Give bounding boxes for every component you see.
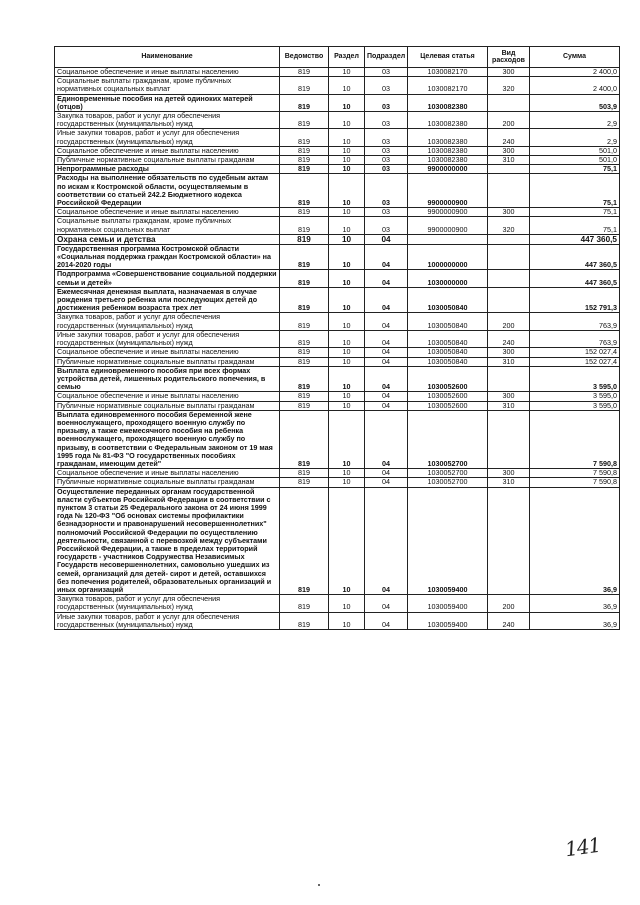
table-row — [55, 357, 620, 366]
cell-vid: 320 — [488, 217, 530, 234]
cell-sum: 75,1 — [530, 174, 620, 208]
cell-st: 1030082380 — [408, 156, 488, 165]
cell-pod: 03 — [365, 94, 408, 111]
cell-pod: 04 — [365, 469, 408, 478]
cell-sum: 36,9 — [530, 612, 620, 629]
cell-raz: 10 — [329, 487, 365, 595]
table-row — [55, 165, 620, 174]
cell-ved: 819 — [280, 174, 329, 208]
cell-ved: 819 — [280, 469, 329, 478]
table-row — [55, 612, 620, 629]
cell-vid: 310 — [488, 357, 530, 366]
cell-name: Социальное обеспечение и иные выплаты населению — [55, 392, 280, 401]
table-row — [55, 487, 620, 595]
cell-sum: 75,1 — [530, 208, 620, 217]
cell-sum: 447 360,5 — [530, 270, 620, 287]
cell-vid: 310 — [488, 401, 530, 410]
cell-pod: 04 — [365, 401, 408, 410]
cell-ved: 819 — [280, 77, 329, 94]
table-row — [55, 270, 620, 287]
cell-st: 1030052600 — [408, 392, 488, 401]
cell-sum: 36,9 — [530, 487, 620, 595]
cell-raz: 10 — [329, 174, 365, 208]
cell-sum: 3 595,0 — [530, 392, 620, 401]
cell-pod: 04 — [365, 487, 408, 595]
cell-raz: 10 — [329, 165, 365, 174]
cell-ved: 819 — [280, 487, 329, 595]
cell-raz: 10 — [329, 94, 365, 111]
cell-vid: 300 — [488, 208, 530, 217]
cell-name: Расходы на выполнение обязательств по судебным актам по искам к Костромской области, осуществляемым в соответствии со статьей 242.2 Бюджетного кодекса Российской Федерации — [55, 174, 280, 208]
cell-ved: 819 — [280, 234, 329, 244]
cell-pod: 04 — [365, 392, 408, 401]
cell-pod: 03 — [365, 217, 408, 234]
cell-ved: 819 — [280, 330, 329, 347]
table-row — [55, 234, 620, 244]
table-row — [55, 129, 620, 146]
cell-vid — [488, 234, 530, 244]
cell-pod: 03 — [365, 68, 408, 77]
table-row — [55, 469, 620, 478]
cell-name: Социальное обеспечение и иные выплаты населению — [55, 208, 280, 217]
cell-st: 1030059400 — [408, 612, 488, 629]
cell-raz: 10 — [329, 270, 365, 287]
cell-ved: 819 — [280, 401, 329, 410]
cell-raz: 10 — [329, 146, 365, 155]
cell-st: 1030052700 — [408, 469, 488, 478]
table-row — [55, 156, 620, 165]
cell-vid: 300 — [488, 469, 530, 478]
cell-pod: 04 — [365, 330, 408, 347]
cell-raz: 10 — [329, 401, 365, 410]
cell-name: Закупка товаров, работ и услуг для обеспечения государственных (муниципальных) нужд — [55, 313, 280, 330]
cell-name: Ежемесячная денежная выплата, назначаемая в случае рождения третьего ребенка или последующих детей до достижения ребенком возраста трех лет — [55, 287, 280, 313]
table-row — [55, 208, 620, 217]
cell-vid: 300 — [488, 392, 530, 401]
budget-table-sheet — [54, 46, 619, 630]
cell-st: 1030050840 — [408, 357, 488, 366]
cell-vid: 300 — [488, 68, 530, 77]
cell-pod: 03 — [365, 112, 408, 129]
header-vedomstvo: Ведомство — [280, 47, 329, 68]
table-row — [55, 244, 620, 270]
cell-ved: 819 — [280, 478, 329, 487]
cell-sum: 501,0 — [530, 146, 620, 155]
cell-raz: 10 — [329, 129, 365, 146]
cell-sum: 152 027,4 — [530, 357, 620, 366]
cell-pod: 04 — [365, 234, 408, 244]
cell-sum: 7 590,8 — [530, 469, 620, 478]
cell-name: Единовременные пособия на детей одиноких матерей (отцов) — [55, 94, 280, 111]
cell-sum: 501,0 — [530, 156, 620, 165]
cell-pod: 03 — [365, 208, 408, 217]
cell-ved: 819 — [280, 287, 329, 313]
cell-name: Охрана семьи и детства — [55, 234, 280, 244]
cell-name: Иные закупки товаров, работ и услуг для обеспечения государственных (муниципальных) нужд — [55, 129, 280, 146]
cell-name: Публичные нормативные социальные выплаты гражданам — [55, 478, 280, 487]
cell-ved: 819 — [280, 217, 329, 234]
cell-pod: 03 — [365, 77, 408, 94]
cell-st: 1030059400 — [408, 595, 488, 612]
header-summa: Сумма — [530, 47, 620, 68]
table-row — [55, 401, 620, 410]
budget-table — [54, 46, 620, 630]
table-row — [55, 77, 620, 94]
cell-raz: 10 — [329, 392, 365, 401]
cell-pod: 04 — [365, 313, 408, 330]
cell-pod: 04 — [365, 348, 408, 357]
cell-ved: 819 — [280, 595, 329, 612]
cell-ved: 819 — [280, 129, 329, 146]
cell-raz: 10 — [329, 156, 365, 165]
cell-raz: 10 — [329, 77, 365, 94]
cell-st: 1030059400 — [408, 487, 488, 595]
cell-raz: 10 — [329, 366, 365, 392]
cell-ved: 819 — [280, 270, 329, 287]
cell-name: Иные закупки товаров, работ и услуг для обеспечения государственных (муниципальных) нужд — [55, 612, 280, 629]
table-row — [55, 410, 620, 468]
table-row — [55, 287, 620, 313]
cell-st: 1030050840 — [408, 313, 488, 330]
table-row — [55, 348, 620, 357]
table-row — [55, 330, 620, 347]
cell-pod: 04 — [365, 357, 408, 366]
cell-ved: 819 — [280, 392, 329, 401]
cell-name: Выплата единовременного пособия беременной жене военнослужащего, проходящего военную службу по призыву, а также ежемесячного пособия на ребенка военнослужащего, проходящего военную службу по призыву, в соответствии с Федеральным законом от 19 мая 1995 года № 81-ФЗ "О государственных пособиях гражданам, имеющим детей" — [55, 410, 280, 468]
cell-sum: 447 360,5 — [530, 234, 620, 244]
cell-pod: 04 — [365, 270, 408, 287]
cell-ved: 819 — [280, 156, 329, 165]
cell-st: 9900000900 — [408, 208, 488, 217]
cell-raz: 10 — [329, 112, 365, 129]
cell-raz: 10 — [329, 244, 365, 270]
table-row — [55, 478, 620, 487]
cell-vid: 310 — [488, 478, 530, 487]
cell-sum: 3 595,0 — [530, 366, 620, 392]
cell-sum: 2 400,0 — [530, 68, 620, 77]
cell-sum: 447 360,5 — [530, 244, 620, 270]
cell-name: Социальные выплаты гражданам, кроме публичных нормативных социальных выплат — [55, 217, 280, 234]
cell-pod: 03 — [365, 156, 408, 165]
table-row — [55, 366, 620, 392]
cell-ved: 819 — [280, 612, 329, 629]
cell-pod: 04 — [365, 410, 408, 468]
cell-vid: 200 — [488, 595, 530, 612]
cell-raz: 10 — [329, 234, 365, 244]
cell-sum: 152 027,4 — [530, 348, 620, 357]
cell-st: 9900000900 — [408, 217, 488, 234]
cell-pod: 03 — [365, 165, 408, 174]
cell-name: Публичные нормативные социальные выплаты гражданам — [55, 156, 280, 165]
table-row — [55, 112, 620, 129]
cell-ved: 819 — [280, 208, 329, 217]
cell-st: 1030052600 — [408, 401, 488, 410]
cell-raz: 10 — [329, 287, 365, 313]
table-row — [55, 68, 620, 77]
cell-sum: 7 590,8 — [530, 478, 620, 487]
cell-sum: 2 400,0 — [530, 77, 620, 94]
cell-raz: 10 — [329, 410, 365, 468]
cell-pod: 03 — [365, 129, 408, 146]
cell-name: Государственная программа Костромской области «Социальная поддержка граждан Костромской области» на 2014-2020 годы — [55, 244, 280, 270]
cell-sum: 75,1 — [530, 165, 620, 174]
cell-raz: 10 — [329, 348, 365, 357]
cell-vid — [488, 366, 530, 392]
cell-ved: 819 — [280, 146, 329, 155]
cell-vid: 240 — [488, 612, 530, 629]
cell-pod: 04 — [365, 478, 408, 487]
table-row — [55, 595, 620, 612]
cell-st: 1030050840 — [408, 330, 488, 347]
cell-raz: 10 — [329, 595, 365, 612]
cell-raz: 10 — [329, 217, 365, 234]
cell-raz: 10 — [329, 357, 365, 366]
cell-name: Закупка товаров, работ и услуг для обеспечения государственных (муниципальных) нужд — [55, 595, 280, 612]
cell-st: 9900000900 — [408, 174, 488, 208]
cell-sum: 36,9 — [530, 595, 620, 612]
cell-pod: 04 — [365, 595, 408, 612]
cell-name: Непрограммные расходы — [55, 165, 280, 174]
cell-raz: 10 — [329, 68, 365, 77]
cell-sum: 763,9 — [530, 330, 620, 347]
cell-ved: 819 — [280, 313, 329, 330]
cell-vid: 300 — [488, 146, 530, 155]
cell-pod: 03 — [365, 146, 408, 155]
cell-sum: 75,1 — [530, 217, 620, 234]
cell-st: 1030052700 — [408, 410, 488, 468]
cell-st: 1030082380 — [408, 129, 488, 146]
cell-vid — [488, 174, 530, 208]
cell-vid: 310 — [488, 156, 530, 165]
table-row — [55, 146, 620, 155]
handwritten-page-number: 141 — [563, 832, 602, 862]
cell-vid: 240 — [488, 129, 530, 146]
cell-pod: 04 — [365, 244, 408, 270]
cell-st: 1030082380 — [408, 94, 488, 111]
header-podrazdel: Подраздел — [365, 47, 408, 68]
cell-name: Социальное обеспечение и иные выплаты населению — [55, 348, 280, 357]
cell-name: Социальные выплаты гражданам, кроме публичных нормативных социальных выплат — [55, 77, 280, 94]
cell-pod: 04 — [365, 366, 408, 392]
cell-st: 1030000000 — [408, 270, 488, 287]
cell-vid: 320 — [488, 77, 530, 94]
cell-sum: 7 590,8 — [530, 410, 620, 468]
cell-pod: 04 — [365, 612, 408, 629]
cell-name: Социальное обеспечение и иные выплаты населению — [55, 469, 280, 478]
scan-dot — [318, 884, 320, 886]
cell-name: Социальное обеспечение и иные выплаты населению — [55, 68, 280, 77]
cell-ved: 819 — [280, 94, 329, 111]
cell-st: 1030082380 — [408, 146, 488, 155]
cell-name: Публичные нормативные социальные выплаты гражданам — [55, 401, 280, 410]
cell-ved: 819 — [280, 366, 329, 392]
cell-raz: 10 — [329, 330, 365, 347]
cell-raz: 10 — [329, 478, 365, 487]
cell-sum: 503,9 — [530, 94, 620, 111]
cell-st: 1030050840 — [408, 287, 488, 313]
cell-sum: 763,9 — [530, 313, 620, 330]
cell-raz: 10 — [329, 208, 365, 217]
cell-pod: 04 — [365, 287, 408, 313]
cell-ved: 819 — [280, 112, 329, 129]
cell-vid — [488, 244, 530, 270]
cell-name: Осуществление переданных органам государственной власти субъектов Российской Федерации в соответствии с пунктом 3 статьи 25 Федерального закона от 24 июня 1999 года № 120-ФЗ "Об основах системы профилактики безнадзорности и правонарушений несовершеннолетних" полномочий Российской Федерации по осуществлению деятельности, связанной с перевозкой между субъектами Российской Федерации, а также в пределах территорий государств - участников Содружества Независимых Государств несовершеннолетних, самовольно ушедших из семей, организаций для детей- сирот и детей, оставшихся без попечения родителей, образовательных организаций и иных организаций — [55, 487, 280, 595]
header-razdel: Раздел — [329, 47, 365, 68]
cell-vid: 200 — [488, 112, 530, 129]
cell-vid: 240 — [488, 330, 530, 347]
cell-name: Публичные нормативные социальные выплаты гражданам — [55, 357, 280, 366]
cell-st: 1030082380 — [408, 112, 488, 129]
cell-sum: 2,9 — [530, 112, 620, 129]
table-row — [55, 392, 620, 401]
header-statya: Целевая статья — [408, 47, 488, 68]
cell-ved: 819 — [280, 357, 329, 366]
cell-st: 1000000000 — [408, 244, 488, 270]
cell-ved: 819 — [280, 244, 329, 270]
cell-sum: 3 595,0 — [530, 401, 620, 410]
header-vid: Вид расходов — [488, 47, 530, 68]
table-row — [55, 174, 620, 208]
cell-st: 1030052600 — [408, 366, 488, 392]
cell-name: Социальное обеспечение и иные выплаты населению — [55, 146, 280, 155]
cell-vid — [488, 165, 530, 174]
cell-st: 1030082170 — [408, 68, 488, 77]
cell-vid: 300 — [488, 348, 530, 357]
cell-ved: 819 — [280, 165, 329, 174]
cell-sum: 152 791,3 — [530, 287, 620, 313]
table-row — [55, 313, 620, 330]
cell-vid — [488, 270, 530, 287]
cell-st: 1030082170 — [408, 77, 488, 94]
cell-ved: 819 — [280, 348, 329, 357]
cell-name: Выплата единовременного пособия при всех формах устройства детей, лишенных родительского попечения, в семью — [55, 366, 280, 392]
cell-raz: 10 — [329, 313, 365, 330]
cell-name: Иные закупки товаров, работ и услуг для обеспечения государственных (муниципальных) нужд — [55, 330, 280, 347]
cell-pod: 03 — [365, 174, 408, 208]
cell-sum: 2,9 — [530, 129, 620, 146]
cell-st: 1030052700 — [408, 478, 488, 487]
cell-name: Закупка товаров, работ и услуг для обеспечения государственных (муниципальных) нужд — [55, 112, 280, 129]
table-row — [55, 94, 620, 111]
cell-raz: 10 — [329, 612, 365, 629]
cell-vid — [488, 287, 530, 313]
cell-raz: 10 — [329, 469, 365, 478]
cell-vid — [488, 487, 530, 595]
cell-st: 9900000000 — [408, 165, 488, 174]
table-row — [55, 217, 620, 234]
cell-ved: 819 — [280, 68, 329, 77]
cell-ved: 819 — [280, 410, 329, 468]
cell-name: Подпрограмма «Совершенствование социальной поддержки семьи и детей» — [55, 270, 280, 287]
cell-st: 1030050840 — [408, 348, 488, 357]
cell-vid: 200 — [488, 313, 530, 330]
cell-vid — [488, 410, 530, 468]
cell-vid — [488, 94, 530, 111]
cell-st — [408, 234, 488, 244]
header-name: Наименование — [55, 47, 280, 68]
table-header-row — [55, 47, 620, 68]
